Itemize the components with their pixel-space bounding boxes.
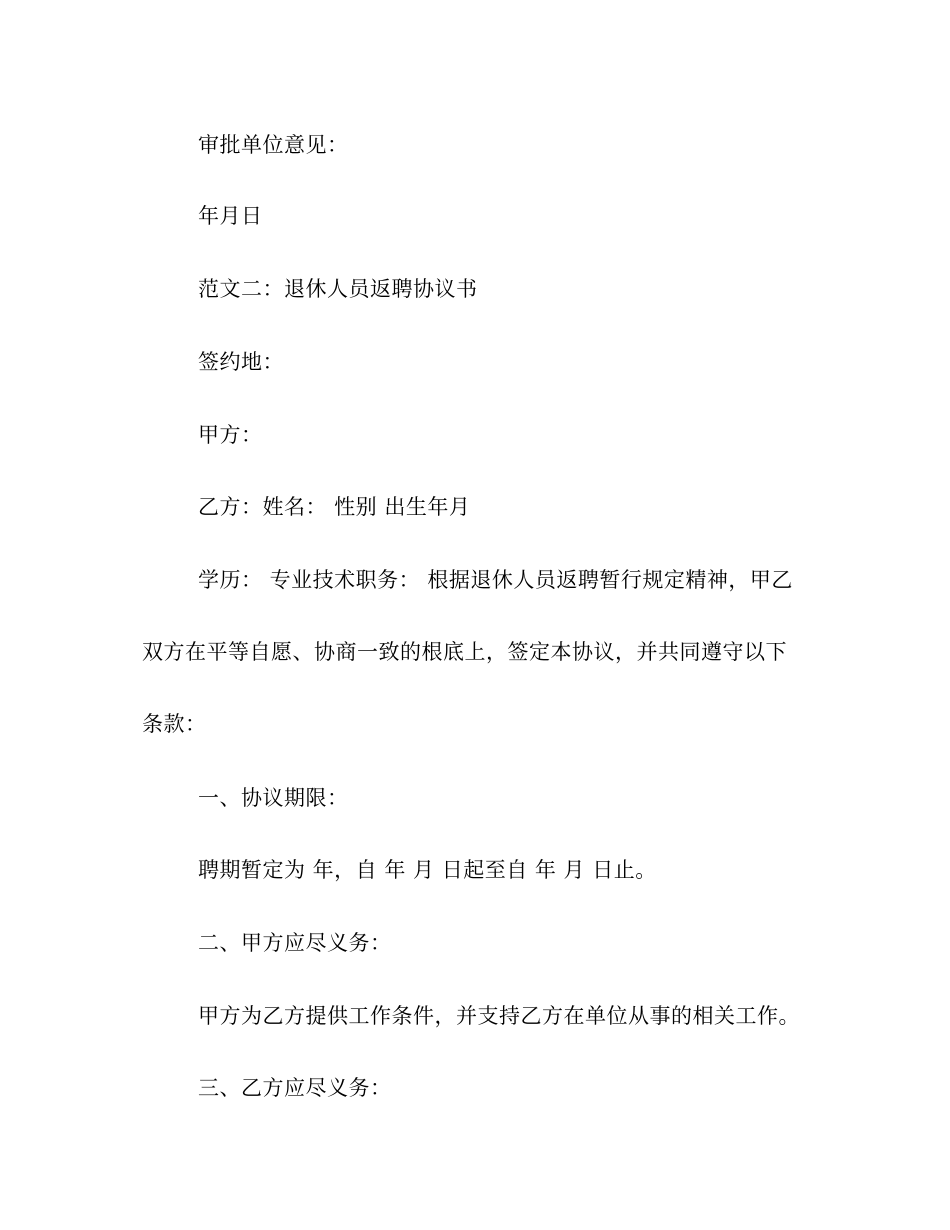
party-b-line: 乙方：姓名： 性别 出生年月 [198,495,471,519]
section-one-heading: 一、协议期限： [198,786,349,810]
sample-title-line: 范文二：退休人员返聘协议书 [198,277,478,301]
signing-place-line: 签约地： [198,350,284,374]
education-paragraph-line-1: 学历： 专业技术职务： 根据退休人员返聘暂行规定精神，甲乙 [198,568,793,592]
section-three-heading: 三、乙方应尽义务： [198,1076,392,1100]
section-two-heading: 二、甲方应尽义务： [198,931,392,955]
term-line: 聘期暂定为 年，自 年 月 日起至自 年 月 日止。 [198,858,657,882]
approval-opinion-line: 审批单位意见： [198,133,349,157]
education-paragraph-line-3: 条款： [142,712,207,736]
party-a-duty-line: 甲方为乙方提供工作条件，并支持乙方在单位从事的相关工作。 [198,1004,800,1028]
education-paragraph-line-2: 双方在平等自愿、协商一致的根底上，签定本协议，并共同遵守以下 [142,640,787,664]
date-line: 年月日 [198,204,263,228]
party-a-line: 甲方： [198,423,263,447]
